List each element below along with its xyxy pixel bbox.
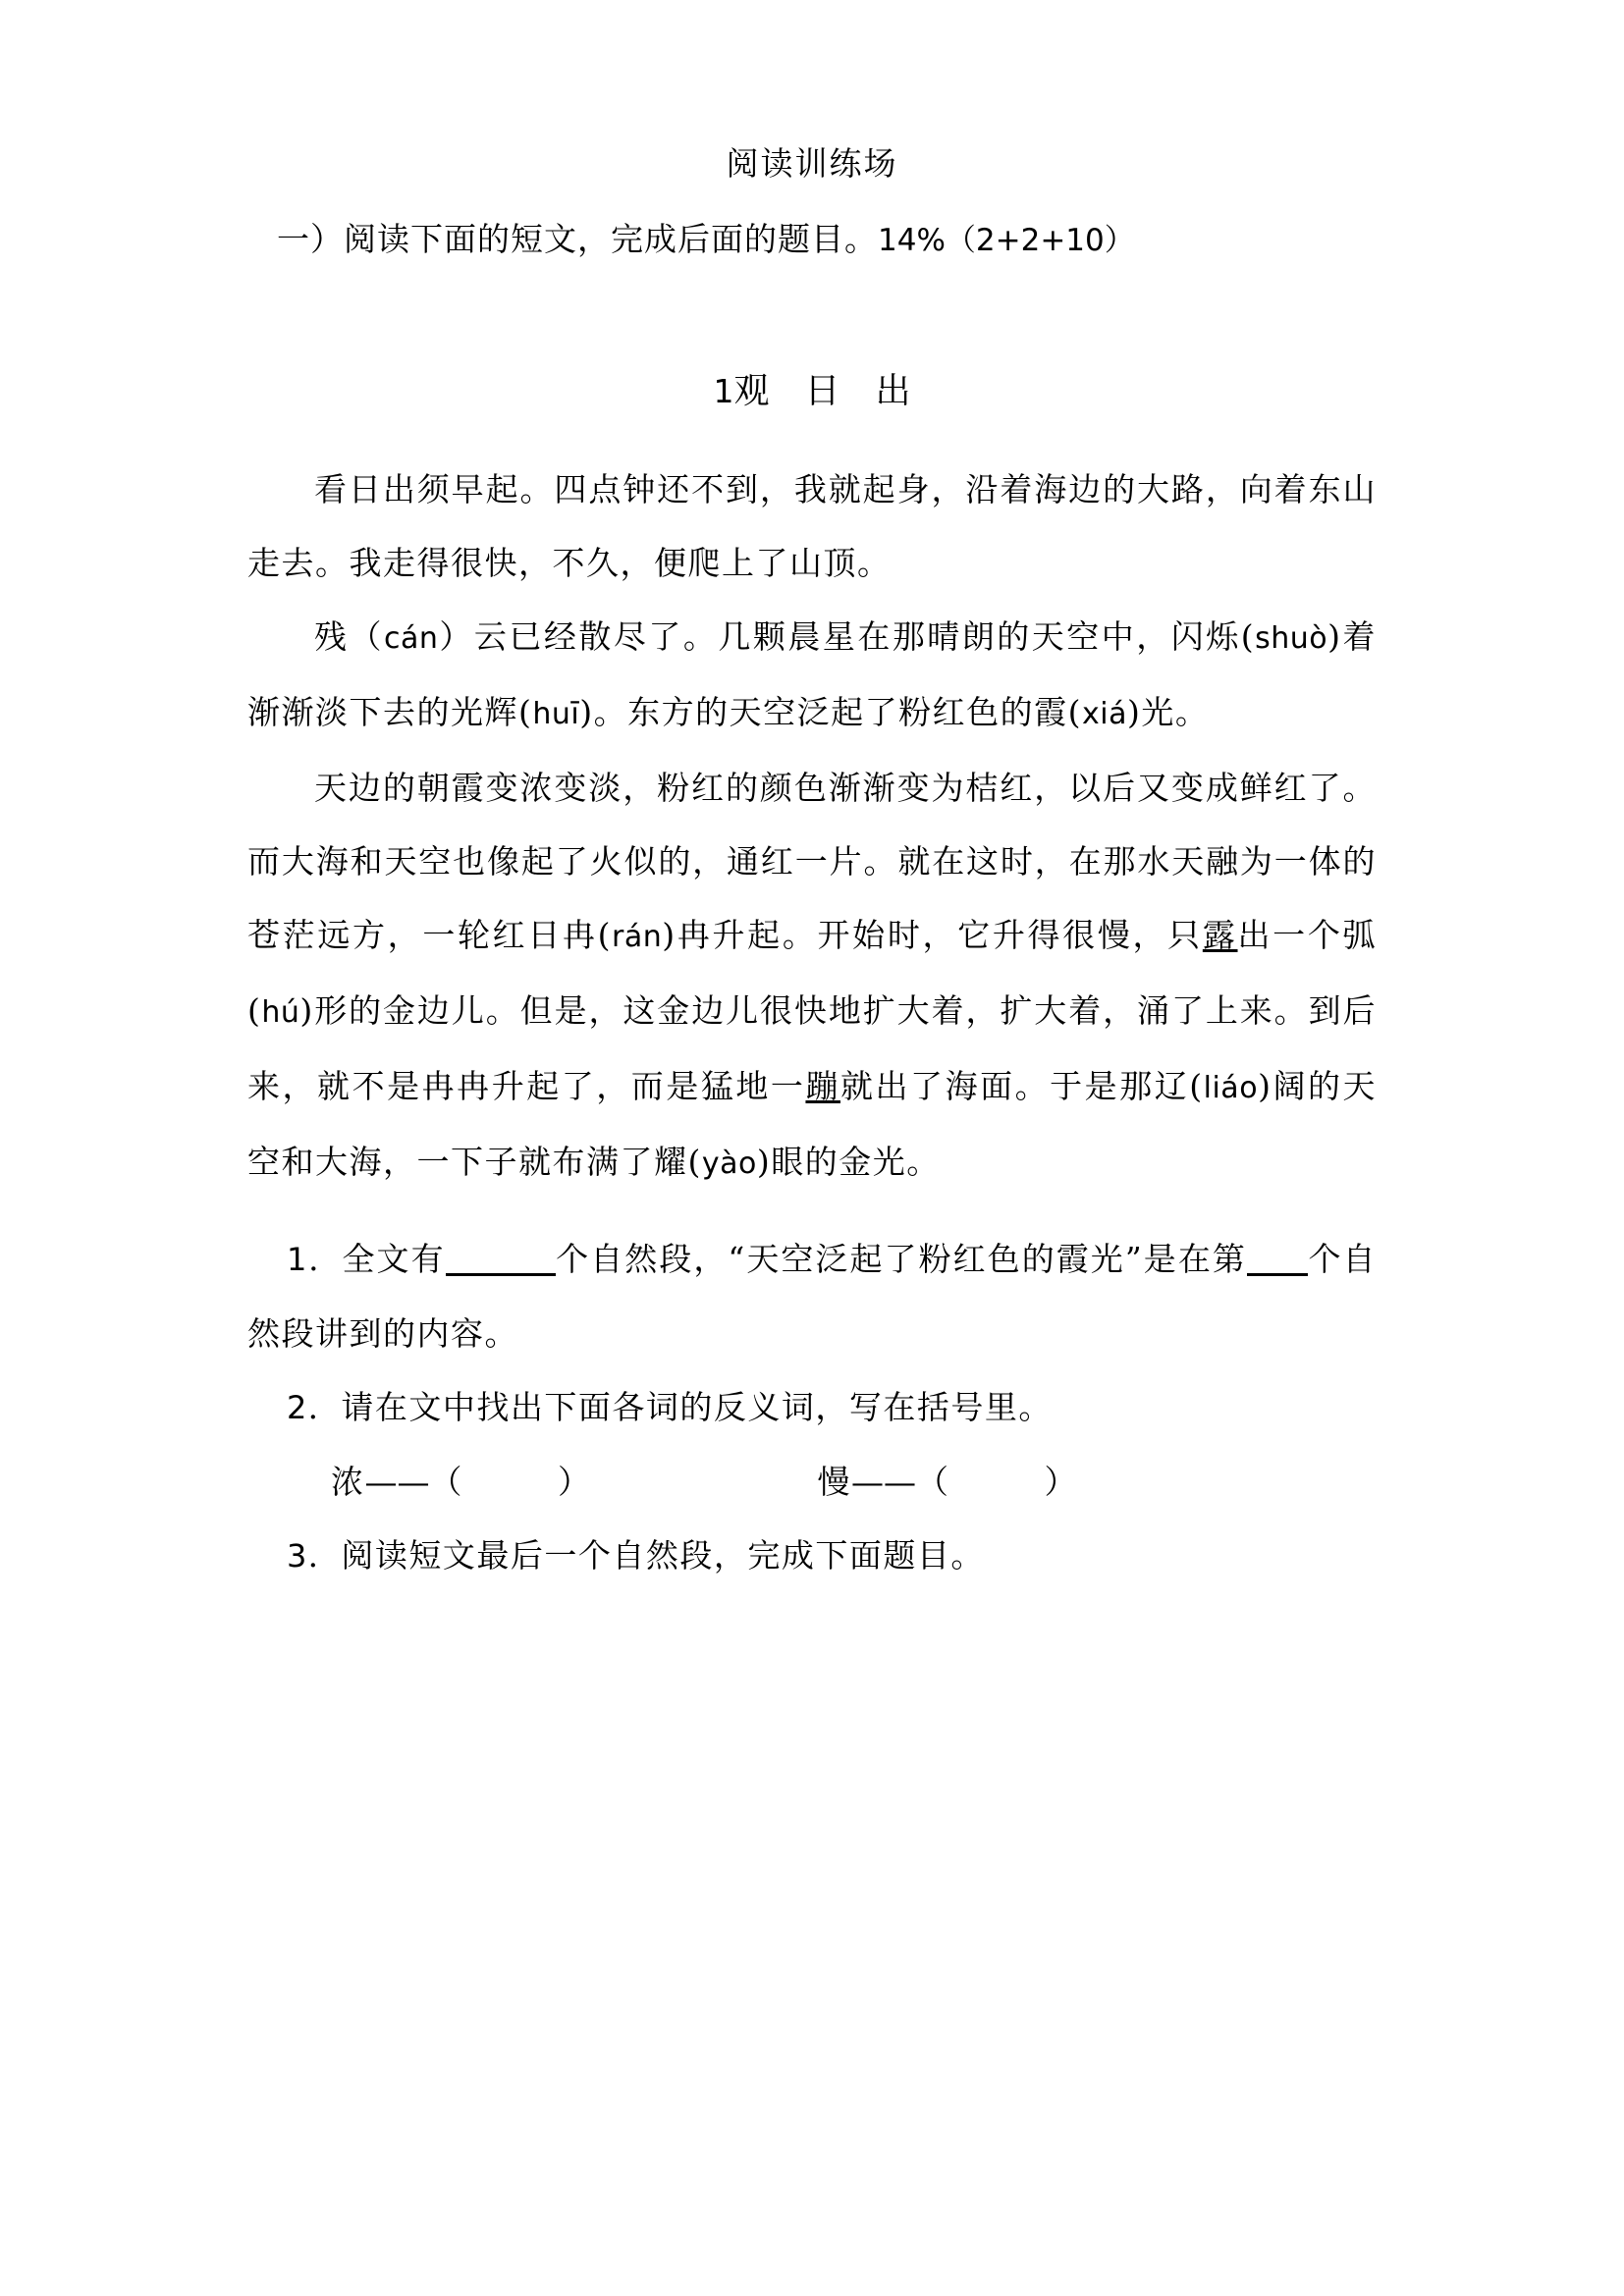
question-number: 2． [287, 1389, 342, 1426]
question-item-3 [247, 1519, 1377, 1593]
text-run: ）云已经散尽了。几颗晨星在那晴朗的天空中，闪烁( [438, 617, 1256, 656]
article-title-text: 观 日 出 [733, 371, 911, 411]
pinyin-annotation: liáo [1203, 1071, 1259, 1105]
pinyin-annotation: hú [261, 995, 300, 1030]
text-run: )冉升起。开始时，它升得很慢，只 [662, 916, 1203, 954]
article-paragraph [247, 751, 1377, 1201]
antonym-dash: —— [364, 1463, 430, 1501]
article-body [247, 453, 1377, 1201]
article-paragraph [247, 453, 1377, 600]
text-run: 就出了海面。于是那辽( [839, 1067, 1204, 1105]
pinyin-annotation: yào [701, 1147, 757, 1181]
text-run: 天边的朝霞变浓变淡，粉红的颜色渐渐变为桔红，以后又变成鲜红了。而大海和天空也像起了火似的，通红一片。就在这时，在那水天融为一体的苍茫远方，一轮红日冉( [247, 769, 1377, 954]
antonym-paren-open: （ [429, 1463, 463, 1501]
question-item-1 [247, 1222, 1377, 1370]
questions-list [247, 1222, 1377, 1593]
antonym-paren-close: ） [558, 1463, 592, 1501]
text-run: )光。 [1126, 693, 1210, 731]
text-run: 出一个弧( [247, 916, 1378, 1030]
article-paragraph [247, 600, 1377, 751]
text-run: )眼的金光。 [756, 1143, 941, 1181]
question-text-part-c: 个自然段讲到的内容。 [247, 1240, 1378, 1353]
question-number: 1． [287, 1241, 343, 1278]
document-content [247, 144, 1378, 1593]
pinyin-annotation: rán [612, 920, 663, 954]
question-text-part-b: 个自然段，“天空泛起了粉红色的霞光”是在第 [555, 1240, 1247, 1278]
text-run: 看日出须早起。四点钟还不到，我就起身，沿着海边的大路，向着东山走去。我走得很快，不久，便爬上了山顶。 [247, 470, 1377, 582]
question-text: 请在文中找出下面各词的反义词，写在括号里。 [341, 1388, 1053, 1426]
question-item-2 [247, 1370, 1377, 1445]
question-text-part-a: 全文有 [342, 1240, 446, 1278]
question-number: 3． [287, 1537, 342, 1575]
answer-blank-short[interactable] [1247, 1273, 1308, 1276]
section-score: 14%（2+2+10） [878, 223, 1135, 258]
antonym-word: 慢 [817, 1463, 851, 1501]
antonym-word: 浓 [331, 1463, 365, 1501]
pinyin-annotation: shuò [1255, 621, 1328, 656]
article-number: 1 [713, 372, 734, 410]
answer-blank-long[interactable] [446, 1273, 556, 1276]
section-instruction-text: 一）阅读下面的短文，完成后面的题目。 [277, 220, 878, 258]
question-text: 阅读短文最后一个自然段，完成下面题目。 [341, 1536, 985, 1575]
text-run: 残（ [314, 617, 384, 656]
underlined-word: 蹦 [805, 1067, 840, 1105]
antonym-dash: —— [851, 1463, 916, 1501]
text-run: )。东方的天空泛起了粉红色的霞( [579, 693, 1082, 731]
text-run: )阔的天空和大海，一下子就布满了耀( [247, 1067, 1378, 1181]
page-title: 阅读训练场 [726, 144, 898, 183]
text-run: )着渐渐淡下去的光辉( [247, 617, 1378, 731]
antonym-answer-row [247, 1445, 1377, 1519]
pinyin-annotation: huī [532, 697, 580, 731]
pinyin-annotation: xiá [1082, 697, 1127, 731]
text-run: )形的金边儿。但是，这金边儿很快地扩大着，扩大着，涌了上来。到后来，就不是冉冉升起了，而是猛地一 [247, 991, 1377, 1105]
section-instruction [247, 220, 1377, 258]
antonym-paren-close: ） [1044, 1463, 1078, 1501]
antonym-paren-open: （ [916, 1463, 950, 1501]
underlined-word: 露 [1202, 916, 1238, 954]
pinyin-annotation: cán [384, 621, 439, 656]
article-title [247, 371, 1377, 411]
